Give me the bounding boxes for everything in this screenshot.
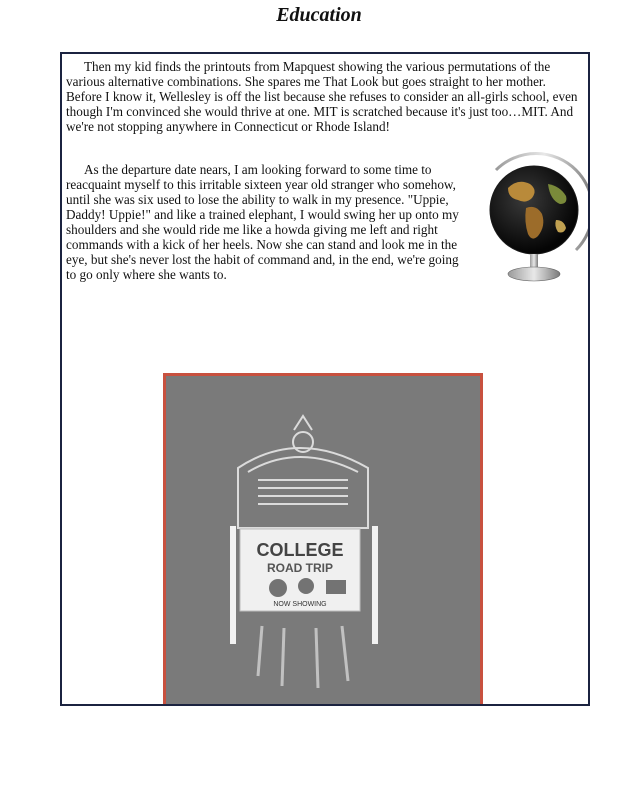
college-road-trip-photo: [163, 373, 483, 706]
sign-line-2: ROAD TRIP: [267, 561, 333, 575]
sign-line-1: COLLEGE: [256, 540, 344, 560]
sign-line-3: NOW SHOWING: [273, 601, 327, 608]
article-paragraph-1: Then my kid finds the printouts from Mapquest showing the various permutations of the various alternative combinations. She spares me That Look but goes straight to her mother. Before I know it, Wellesley is off the list because she refuses to consider an all-girls school, even though I'm convinced she would thrive at one. MIT is scratched because it's just too…MIT. And we're not stopping anywhere in Connecticut or Rhode Island!: [66, 59, 578, 134]
page-title: Education: [276, 4, 362, 26]
article-frame: [60, 52, 590, 706]
globe-illustration: [478, 150, 588, 286]
article-paragraph-2: As the departure date nears, I am looking forward to some time to reacquaint myself to this irritable sixteen year old stranger who somehow, until she was six used to lose the ability to walk in my presence. "Uppie, Daddy! Uppie!" and like a trained elephant, I would swing her up onto my shoulders and she would ride me like a howda giving me left and right commands with a kick of her heels. Now she can stand and look me in the eye, but she's never lost the habit of command and, in the end, we're going to go only where she wants to.: [66, 162, 459, 282]
